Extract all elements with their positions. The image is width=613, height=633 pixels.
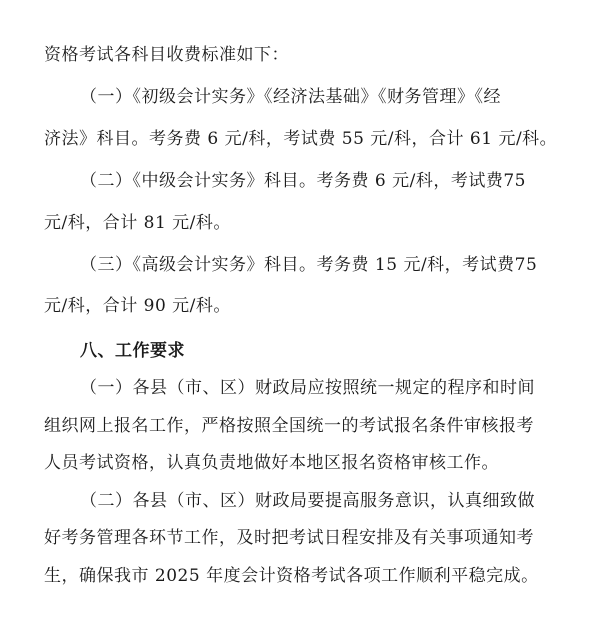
- requirement-1-line-1: （一）各县（市、区）财政局应按照统一规定的程序和时间: [80, 378, 535, 398]
- requirement-2-line-2: 好考务管理各环节工作，及时把考试日程安排及有关事项通知考: [44, 528, 534, 548]
- requirement-1-line-3: 人员考试资格，认真负责地做好本地区报名资格审核工作。: [44, 453, 499, 473]
- fee-item-1-line-1: （一）《初级会计实务》《经济法基础》《财务管理》《经: [80, 87, 501, 107]
- fee-item-3-line-2: 元/科，合计 90 元/科。: [44, 296, 231, 316]
- fee-item-2-line-1: （二）《中级会计实务》科目。考务费 6 元/科，考试费75: [80, 171, 526, 191]
- fee-item-2-line-2: 元/科，合计 81 元/科。: [44, 213, 231, 233]
- fee-item-3-line-1: （三）《高级会计实务》科目。考务费 15 元/科，考试费75: [80, 255, 538, 275]
- requirement-2-line-3: 生，确保我市 2025 年度会计资格考试各项工作顺利平稳完成。: [44, 566, 539, 586]
- requirement-2-line-1: （二）各县（市、区）财政局要提高服务意识，认真细致做: [80, 491, 535, 511]
- intro-text: 资格考试各科目收费标准如下：: [44, 45, 289, 65]
- fee-item-1-line-2: 济法》科目。考务费 6 元/科，考试费 55 元/科，合计 61 元/科。: [44, 129, 558, 149]
- requirement-1-line-2: 组织网上报名工作，严格按照全国统一的考试报名条件审核报考: [44, 416, 534, 436]
- section-heading: 八、工作要求: [80, 341, 185, 361]
